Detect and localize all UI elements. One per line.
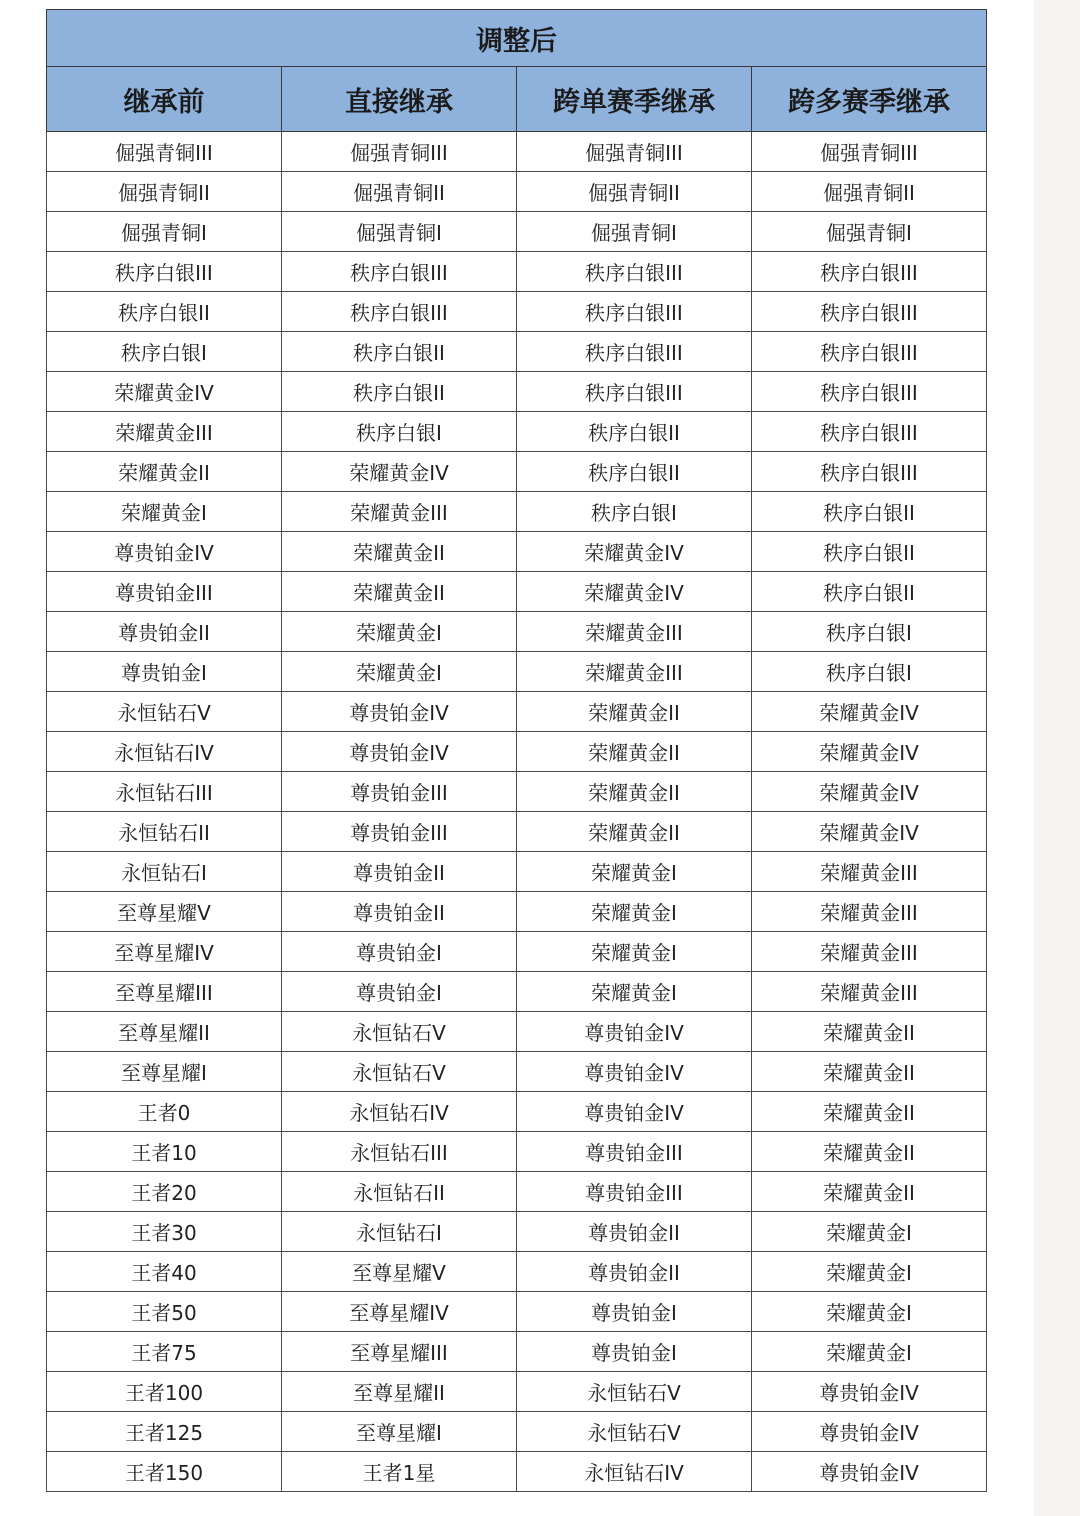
cell-single-season: 荣耀黄金I <box>517 852 752 892</box>
cell-multi-season: 荣耀黄金II <box>752 1132 987 1172</box>
table-row <box>47 572 987 612</box>
cell-before: 荣耀黄金II <box>47 452 282 492</box>
cell-multi-season: 秩序白银I <box>752 652 987 692</box>
table-row <box>47 132 987 172</box>
column-header-multi-season: 跨多赛季继承 <box>752 67 987 132</box>
cell-multi-season: 秩序白银III <box>752 372 987 412</box>
cell-multi-season: 倔强青铜I <box>752 212 987 252</box>
cell-single-season: 永恒钻石V <box>517 1412 752 1452</box>
table-row <box>47 652 987 692</box>
cell-multi-season: 秩序白银II <box>752 572 987 612</box>
cell-single-season: 秩序白银II <box>517 452 752 492</box>
cell-direct: 至尊星耀III <box>282 1332 517 1372</box>
table-row <box>47 412 987 452</box>
table-row <box>47 1372 987 1412</box>
cell-multi-season: 倔强青铜III <box>752 132 987 172</box>
cell-single-season: 秩序白银I <box>517 492 752 532</box>
cell-direct: 尊贵铂金III <box>282 812 517 852</box>
cell-before: 永恒钻石III <box>47 772 282 812</box>
cell-before: 永恒钻石II <box>47 812 282 852</box>
cell-multi-season: 荣耀黄金I <box>752 1252 987 1292</box>
table-row <box>47 372 987 412</box>
cell-direct: 秩序白银II <box>282 332 517 372</box>
cell-direct: 尊贵铂金I <box>282 972 517 1012</box>
cell-before: 王者75 <box>47 1332 282 1372</box>
cell-single-season: 荣耀黄金II <box>517 732 752 772</box>
table-row <box>47 772 987 812</box>
cell-before: 尊贵铂金III <box>47 572 282 612</box>
cell-direct: 秩序白银III <box>282 252 517 292</box>
cell-multi-season: 荣耀黄金IV <box>752 772 987 812</box>
table-row <box>47 932 987 972</box>
cell-single-season: 尊贵铂金II <box>517 1252 752 1292</box>
table-row <box>47 252 987 292</box>
cell-multi-season: 秩序白银III <box>752 452 987 492</box>
cell-before: 至尊星耀I <box>47 1052 282 1092</box>
cell-before: 王者125 <box>47 1412 282 1452</box>
cell-direct: 倔强青铜I <box>282 212 517 252</box>
cell-direct: 至尊星耀IV <box>282 1292 517 1332</box>
cell-multi-season: 荣耀黄金IV <box>752 732 987 772</box>
cell-multi-season: 荣耀黄金I <box>752 1292 987 1332</box>
cell-direct: 永恒钻石IV <box>282 1092 517 1132</box>
table-row <box>47 452 987 492</box>
cell-single-season: 荣耀黄金I <box>517 972 752 1012</box>
cell-before: 至尊星耀IV <box>47 932 282 972</box>
cell-direct: 至尊星耀II <box>282 1372 517 1412</box>
cell-direct: 永恒钻石V <box>282 1012 517 1052</box>
table-row <box>47 1132 987 1172</box>
cell-single-season: 荣耀黄金II <box>517 772 752 812</box>
table-body <box>47 132 987 1492</box>
table-title: 调整后 <box>47 10 987 67</box>
table-row <box>47 892 987 932</box>
cell-direct: 永恒钻石V <box>282 1052 517 1092</box>
cell-single-season: 永恒钻石IV <box>517 1452 752 1492</box>
table-row <box>47 172 987 212</box>
cell-direct: 荣耀黄金II <box>282 572 517 612</box>
cell-single-season: 秩序白银III <box>517 292 752 332</box>
table-row <box>47 1092 987 1132</box>
cell-multi-season: 荣耀黄金II <box>752 1172 987 1212</box>
cell-before: 秩序白银III <box>47 252 282 292</box>
cell-single-season: 尊贵铂金IV <box>517 1012 752 1052</box>
cell-before: 王者30 <box>47 1212 282 1252</box>
table-row <box>47 852 987 892</box>
cell-before: 倔强青铜III <box>47 132 282 172</box>
cell-multi-season: 尊贵铂金IV <box>752 1452 987 1492</box>
column-header-before: 继承前 <box>47 67 282 132</box>
cell-direct: 荣耀黄金I <box>282 652 517 692</box>
cell-single-season: 尊贵铂金I <box>517 1332 752 1372</box>
cell-direct: 至尊星耀V <box>282 1252 517 1292</box>
cell-single-season: 尊贵铂金III <box>517 1132 752 1172</box>
cell-single-season: 尊贵铂金II <box>517 1212 752 1252</box>
cell-direct: 倔强青铜II <box>282 172 517 212</box>
cell-single-season: 荣耀黄金IV <box>517 572 752 612</box>
table-title-row <box>47 10 987 67</box>
cell-before: 秩序白银II <box>47 292 282 332</box>
cell-direct: 荣耀黄金II <box>282 532 517 572</box>
cell-direct: 尊贵铂金IV <box>282 732 517 772</box>
cell-before: 倔强青铜I <box>47 212 282 252</box>
cell-single-season: 秩序白银III <box>517 252 752 292</box>
table-row <box>47 292 987 332</box>
cell-direct: 王者1星 <box>282 1452 517 1492</box>
page-margin-strip <box>1034 0 1080 1516</box>
cell-direct: 荣耀黄金I <box>282 612 517 652</box>
cell-before: 永恒钻石V <box>47 692 282 732</box>
table-row <box>47 1412 987 1452</box>
cell-direct: 尊贵铂金II <box>282 852 517 892</box>
cell-multi-season: 荣耀黄金II <box>752 1092 987 1132</box>
cell-multi-season: 荣耀黄金I <box>752 1212 987 1252</box>
cell-multi-season: 秩序白银II <box>752 492 987 532</box>
table-row <box>47 1012 987 1052</box>
cell-single-season: 荣耀黄金II <box>517 812 752 852</box>
table-row <box>47 812 987 852</box>
cell-direct: 荣耀黄金III <box>282 492 517 532</box>
cell-before: 王者0 <box>47 1092 282 1132</box>
cell-direct: 永恒钻石III <box>282 1132 517 1172</box>
cell-before: 王者100 <box>47 1372 282 1412</box>
table-row <box>47 1452 987 1492</box>
cell-before: 荣耀黄金IV <box>47 372 282 412</box>
cell-before: 王者50 <box>47 1292 282 1332</box>
cell-single-season: 秩序白银III <box>517 332 752 372</box>
table-row <box>47 532 987 572</box>
table-row <box>47 1172 987 1212</box>
cell-before: 王者10 <box>47 1132 282 1172</box>
cell-direct: 倔强青铜III <box>282 132 517 172</box>
cell-multi-season: 荣耀黄金III <box>752 852 987 892</box>
table-row <box>47 1292 987 1332</box>
table-row <box>47 732 987 772</box>
cell-single-season: 倔强青铜III <box>517 132 752 172</box>
cell-multi-season: 尊贵铂金IV <box>752 1412 987 1452</box>
cell-single-season: 倔强青铜I <box>517 212 752 252</box>
cell-direct: 秩序白银II <box>282 372 517 412</box>
rank-inheritance-table <box>46 9 987 1492</box>
cell-before: 倔强青铜II <box>47 172 282 212</box>
cell-before: 荣耀黄金III <box>47 412 282 452</box>
cell-direct: 至尊星耀I <box>282 1412 517 1452</box>
cell-direct: 尊贵铂金I <box>282 932 517 972</box>
cell-before: 永恒钻石I <box>47 852 282 892</box>
cell-direct: 尊贵铂金II <box>282 892 517 932</box>
cell-multi-season: 荣耀黄金III <box>752 892 987 932</box>
cell-single-season: 尊贵铂金III <box>517 1172 752 1212</box>
column-header-single-season: 跨单赛季继承 <box>517 67 752 132</box>
cell-multi-season: 秩序白银III <box>752 252 987 292</box>
cell-multi-season: 秩序白银III <box>752 332 987 372</box>
cell-single-season: 倔强青铜II <box>517 172 752 212</box>
table-header-row <box>47 67 987 132</box>
cell-before: 尊贵铂金I <box>47 652 282 692</box>
cell-single-season: 荣耀黄金I <box>517 932 752 972</box>
cell-direct: 尊贵铂金IV <box>282 692 517 732</box>
cell-multi-season: 荣耀黄金IV <box>752 692 987 732</box>
cell-before: 王者20 <box>47 1172 282 1212</box>
cell-single-season: 荣耀黄金II <box>517 692 752 732</box>
cell-multi-season: 秩序白银III <box>752 292 987 332</box>
cell-before: 至尊星耀III <box>47 972 282 1012</box>
cell-before: 至尊星耀V <box>47 892 282 932</box>
cell-single-season: 荣耀黄金IV <box>517 532 752 572</box>
cell-direct: 秩序白银I <box>282 412 517 452</box>
table-row <box>47 612 987 652</box>
cell-direct: 永恒钻石I <box>282 1212 517 1252</box>
cell-multi-season: 尊贵铂金IV <box>752 1372 987 1412</box>
cell-before: 王者150 <box>47 1452 282 1492</box>
table-row <box>47 332 987 372</box>
cell-multi-season: 倔强青铜II <box>752 172 987 212</box>
table-row <box>47 972 987 1012</box>
cell-multi-season: 荣耀黄金IV <box>752 812 987 852</box>
cell-multi-season: 荣耀黄金III <box>752 932 987 972</box>
cell-single-season: 永恒钻石V <box>517 1372 752 1412</box>
cell-multi-season: 荣耀黄金III <box>752 972 987 1012</box>
cell-single-season: 尊贵铂金I <box>517 1292 752 1332</box>
cell-before: 尊贵铂金IV <box>47 532 282 572</box>
table-row <box>47 1052 987 1092</box>
table-row <box>47 692 987 732</box>
table-row <box>47 1212 987 1252</box>
cell-direct: 秩序白银III <box>282 292 517 332</box>
cell-before: 尊贵铂金II <box>47 612 282 652</box>
cell-single-season: 荣耀黄金I <box>517 892 752 932</box>
column-header-direct: 直接继承 <box>282 67 517 132</box>
cell-multi-season: 荣耀黄金II <box>752 1052 987 1092</box>
cell-single-season: 荣耀黄金III <box>517 612 752 652</box>
cell-multi-season: 荣耀黄金II <box>752 1012 987 1052</box>
cell-single-season: 秩序白银III <box>517 372 752 412</box>
cell-direct: 永恒钻石II <box>282 1172 517 1212</box>
table-row <box>47 1252 987 1292</box>
table-row <box>47 212 987 252</box>
cell-direct: 尊贵铂金III <box>282 772 517 812</box>
table-row <box>47 492 987 532</box>
cell-before: 荣耀黄金I <box>47 492 282 532</box>
cell-single-season: 秩序白银II <box>517 412 752 452</box>
cell-single-season: 荣耀黄金III <box>517 652 752 692</box>
cell-before: 王者40 <box>47 1252 282 1292</box>
cell-direct: 荣耀黄金IV <box>282 452 517 492</box>
cell-before: 永恒钻石IV <box>47 732 282 772</box>
table-row <box>47 1332 987 1372</box>
cell-multi-season: 秩序白银I <box>752 612 987 652</box>
cell-single-season: 尊贵铂金IV <box>517 1052 752 1092</box>
cell-single-season: 尊贵铂金IV <box>517 1092 752 1132</box>
cell-multi-season: 秩序白银III <box>752 412 987 452</box>
cell-multi-season: 荣耀黄金I <box>752 1332 987 1372</box>
cell-before: 至尊星耀II <box>47 1012 282 1052</box>
cell-multi-season: 秩序白银II <box>752 532 987 572</box>
cell-before: 秩序白银I <box>47 332 282 372</box>
